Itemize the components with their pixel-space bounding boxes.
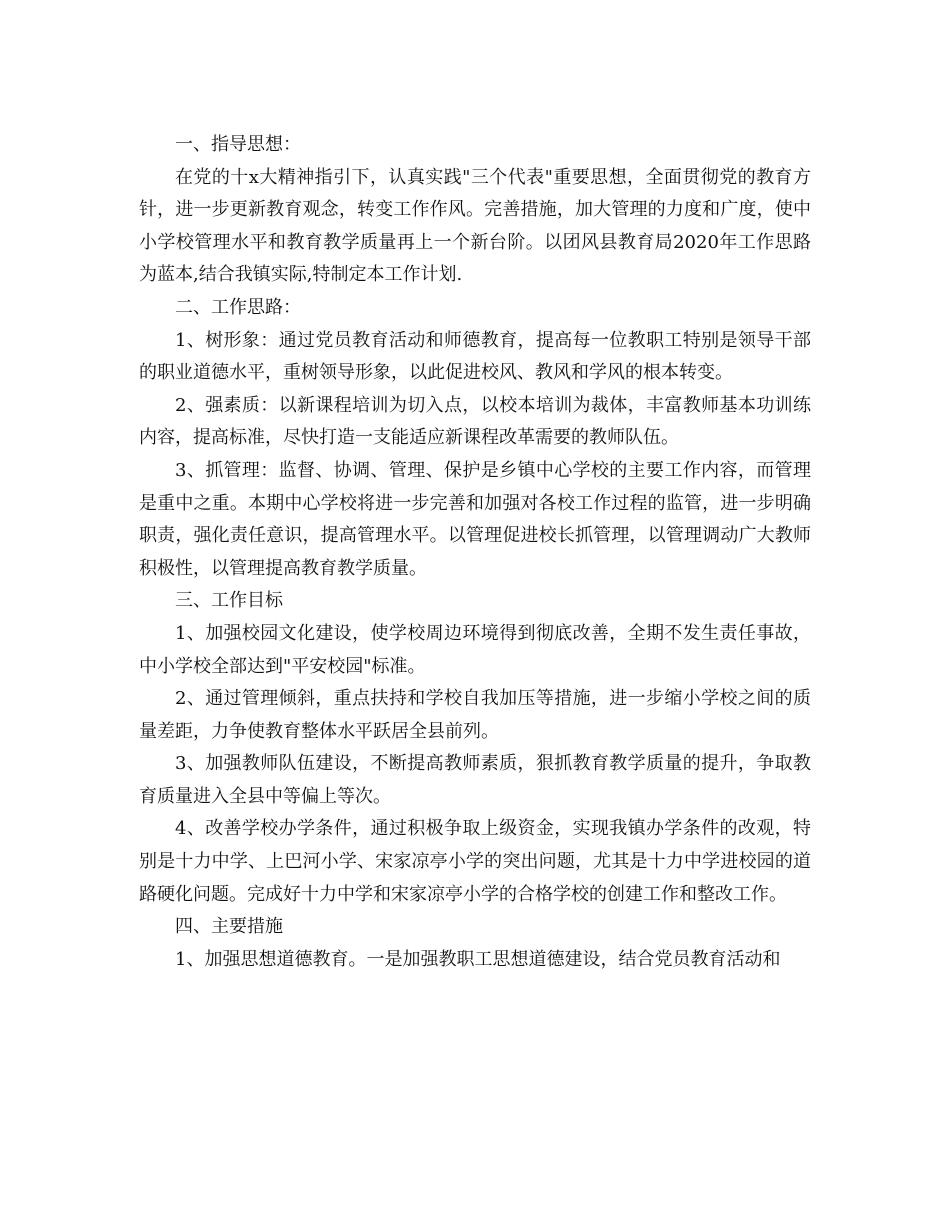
heading-main-measures: 四、主要措施 [175, 916, 283, 938]
paragraph-goal-2: 2、通过管理倾斜，重点扶持和学校自我加压等措施，进一步缩小学校之间的质量差距，力争使教育整体水平跃居全县前列。 [139, 688, 811, 742]
heading-guiding-thought: 一、指导思想： [175, 134, 301, 155]
paragraph-goal-4: 4、改善学校办学条件，通过积极争取上级资金，实现我镇办学条件的改观，特别是十力中学、上巴河小学、宋家凉亭小学的突出问题，尤其是十力中学进校园的道路硬化问题。完成好十力中学和宋家凉亭小学的合格学校的创建工作和整改工作。 [139, 818, 811, 905]
paragraph-goal-1: 1、加强校园文化建设，使学校周边环境得到彻底改善，全期不发生责任事故，中小学校全部达到"平安校园"标准。 [139, 622, 811, 677]
paragraph-management: 3、抓管理：监督、协调、管理、保护是乡镇中心学校的主要工作内容，而管理是重中之重。本期中心学校将进一步完善和加强对各校工作过程的监管，进一步明确职责，强化责任意识，提高管理水平。以管理促进校长抓管理，以管理调动广大教师积极性，以管理提高教育教学质量。 [139, 459, 811, 579]
document-body [139, 129, 811, 976]
paragraph-quality: 2、强素质：以新课程培训为切入点，以校本培训为裁体，丰富教师基本功训练内容，提高标准，尽快打造一支能适应新课程改革需要的教师队伍。 [139, 394, 811, 449]
paragraph-image-building: 1、树形象：通过党员教育活动和师德教育，提高每一位教职工特别是领导干部的职业道德水平，重树领导形象，以此促进校风、教风和学风的根本转变。 [139, 329, 811, 384]
heading-work-goals: 三、工作目标 [175, 590, 283, 612]
heading-work-ideas: 二、工作思路： [175, 296, 301, 318]
paragraph-measure-1: 1、加强思想道德教育。一是加强教职工思想道德建设，结合党员教育活动和 [175, 948, 781, 970]
paragraph-goal-3: 3、加强教师队伍建设，不断提高教师素质，狠抓教育教学质量的提升，争取教育质量进入全县中等偏上等次。 [139, 753, 811, 807]
paragraph-guiding-thought: 在党的十x大精神指引下，认真实践"三个代表"重要思想，全面贯彻党的教育方针，进一步更新教育观念，转变工作作风。完善措施，加大管理的力度和广度，使中小学校管理水平和教育教学质量再上一个新台阶。以团风县教育局2020年工作思路为蓝本,结合我镇实际,特制定本工作计划. [139, 166, 811, 286]
